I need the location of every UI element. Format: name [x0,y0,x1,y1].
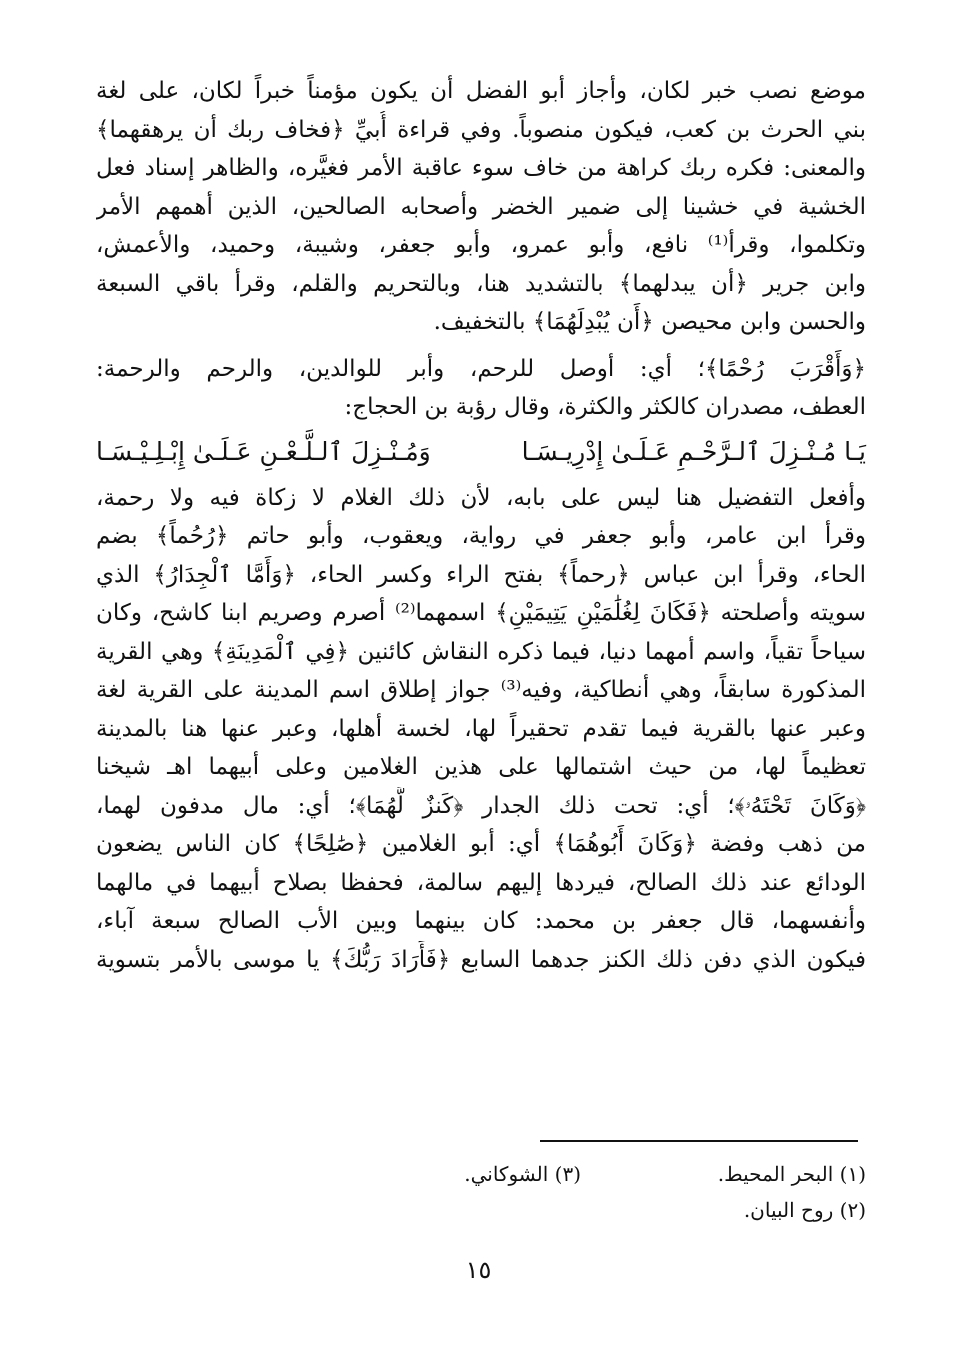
text-line: المذكورة سابقاً، وهي أنطاكية، وفيه⁽³⁾ جواز إطلاق اسم المدينة على القرية لغة [96,677,866,703]
footnote-3: (٣) الشوكاني. [464,1162,581,1186]
text-line: وتكلموا، وقرأ⁽¹⁾ نافع، وأبو عمرو، وأبو جعفر، وشيبة، وحميد، والأعمش، [96,232,866,258]
footnote-divider [540,1140,858,1142]
text-line: وأفعل التفضيل هنا ليس على بابه، لأن ذلك الغلام لا زكاة فيه ولا رحمة، [96,484,866,511]
footnote-row [96,1192,866,1228]
text-line: سويته وأصلحته ﴿فَكَانَ لِغُلَٰمَيْنِ يَتِيمَيْنِ﴾ اسمهما⁽²⁾ أصرم وصريم ابنا كاشح، وكان [96,600,866,626]
poetry-verse [96,431,866,473]
footnote-2: (٢) روح البيان. [743,1198,866,1222]
text-line: الودائع عند ذلك الصالح، فيردها إليهم سالمة، فحفظا بصلاح أبيهما في مالهما [96,869,866,896]
text-line: وأنفسهما، قال جعفر بن محمد: كان بينهما وبين الأب الصالح سبعة آباء، [96,908,866,934]
footnotes [96,1156,866,1228]
text-line: الخشية في خشينا إلى ضمير الخضر وأصحابه الصالحين، الذين أهمهم الأمر [96,193,866,220]
text-line: ﴿وَأَقْرَبَ رُحْمًا﴾؛ أي: أوصل للرحم، وأبر للوالدين، والرحم والرحمة: [96,355,866,382]
footnote-1: (١) البحر المحيط. [717,1162,866,1186]
paragraph-2 [96,350,866,427]
paragraph-3 [96,479,866,980]
page-number: ١٥ [465,1256,492,1284]
page-body [96,72,866,979]
text-line: تعظيماً لها، من حيث اشتمالها على هذين الغلامين وعلى أبيهما اهـ شيخنا [96,754,866,780]
text-line: موضع نصب خبر لكان، وأجاز أبو الفضل أن يكون مؤمناً خبراً لكان، على لغة [96,78,866,104]
text-line: وعبر عنها بالقرية فيما تقدم تحقيراً لها، لخسة أهلها، وعبر عنها هنا بالمدينة [96,715,866,742]
text-line: سياحاً تقياً، واسم أمهما دنيا، فيما ذكره النقاش كائنين ﴿فِي ٱلْمَدِينَةِ﴾ وهي القرية [96,638,866,665]
footnote-row [96,1156,866,1192]
text-line: بني الحرث بن كعب، فيكون منصوباً. وفي قراءة أُبيِّ ﴿فخاف ربك أن يرهقهما﴾ [96,116,866,143]
text-line: وقرأ ابن عامر، وأبو جعفر في رواية، ويعقوب، وأبو حاتم ﴿رُحُماً﴾ بضم [96,523,866,549]
text-line: ﴿وَكَانَ تَحْتَهُۥ﴾؛ أي: تحت ذلك الجدار ﴿كَنزٌ لَّهُمَا﴾؛ أي: مال مدفون لهما، [96,792,866,819]
text-line: وابن جرير ﴿أن يبدلهما﴾ بالتشديد هنا، وبالتحريم والقلم، وقرأ باقي السبعة [96,270,866,297]
text-line: من ذهب وفضة ﴿وَكَانَ أَبُوهُمَا﴾ أي: أبو الغلامين ﴿صَٰلِحًا﴾ كان الناس يضعون [96,831,866,857]
verse-hemistich-second: وَمُـنْـزِلَ ٱلـلَّـعْـنِ عَـلَـىٰ إِبْـلِـيْـسَـا [96,436,431,466]
text-line: الحاء، وقرأ ابن عباس ﴿رحماً﴾ بفتح الراء وكسر الحاء، ﴿وَأَمَّا ٱلْجِدَارُ﴾ الذي [96,561,866,588]
text-line: والمعنى: فكره ربك كراهة من خاف سوء عاقبة الأمر فغيَّره، والظاهر إسناد فعل [96,155,866,181]
text-line: العطف، مصدران كالكثر والكثرة، وقال رؤبة بن الحجاج: [344,394,866,420]
paragraph-1 [96,72,866,342]
verse-hemistich-first: يَـا مُـنْـزِلَ ٱلـرَّحْـمِ عَـلَـىٰ إِدْرِيـسَـا [521,436,866,466]
text-line: فيكون الذي دفن ذلك الكنز جدهما السابع ﴿فَأَرَادَ رَبُّكَ﴾ يا موسى بالأمر بتسوية [96,946,866,973]
text-line: والحسن وابن محيصن ﴿أَن يُبْدِلَهُمَا﴾ بالتخفيف. [433,309,866,335]
